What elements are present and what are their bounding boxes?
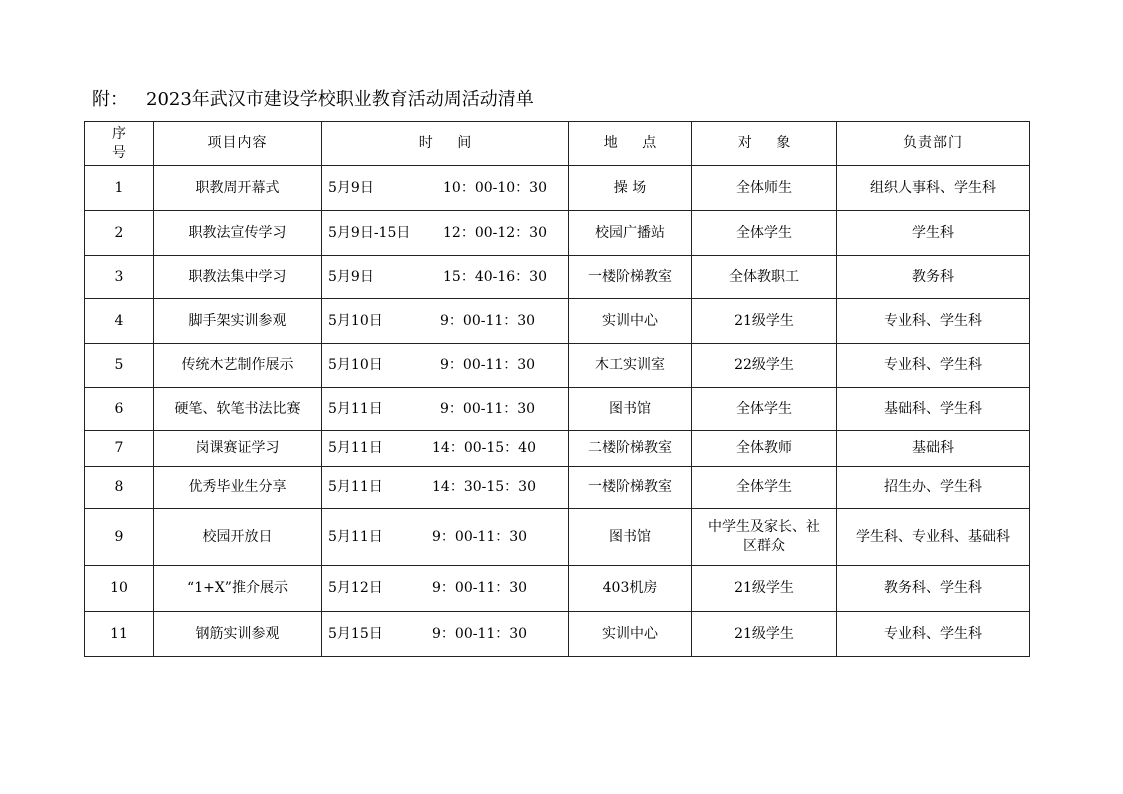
- cell-time-range: 9：00-11：30: [432, 625, 528, 642]
- cell-audience: 全体师生: [692, 166, 837, 211]
- cell-index: 4: [85, 299, 154, 344]
- cell-content: 钢筋实训参观: [154, 612, 322, 657]
- cell-place: 403机房: [569, 566, 692, 612]
- cell-audience: 全体教师: [692, 431, 837, 467]
- cell-audience: 全体教职工: [692, 256, 837, 299]
- cell-time-range: 15：40-16：30: [443, 268, 547, 285]
- table-row: [85, 299, 1030, 344]
- table-header-row: [85, 122, 1030, 166]
- cell-department: 专业科、学生科: [837, 299, 1030, 344]
- cell-audience: 全体学生: [692, 388, 837, 431]
- cell-time-range: 9：00-11：30: [440, 312, 536, 329]
- cell-index: 9: [85, 509, 154, 566]
- cell-index: 2: [85, 211, 154, 256]
- cell-time: [322, 509, 569, 566]
- cell-audience: 21级学生: [692, 612, 837, 657]
- cell-content: 优秀毕业生分享: [154, 467, 322, 509]
- title-prefix: 附：: [92, 89, 128, 110]
- cell-time: [322, 166, 569, 211]
- title-text: 2023年武汉市建设学校职业教育活动周活动清单: [146, 89, 534, 110]
- cell-time: [322, 256, 569, 299]
- cell-index: 7: [85, 431, 154, 467]
- cell-audience: 21级学生: [692, 299, 837, 344]
- table-row: [85, 566, 1030, 612]
- table-row: [85, 344, 1030, 388]
- table-row: [85, 467, 1030, 509]
- cell-time: [322, 388, 569, 431]
- cell-index: 5: [85, 344, 154, 388]
- cell-department: 基础科: [837, 431, 1030, 467]
- cell-department: 专业科、学生科: [837, 612, 1030, 657]
- activity-table: [84, 121, 1030, 657]
- table-row: [85, 431, 1030, 467]
- cell-index: 11: [85, 612, 154, 657]
- cell-audience: 21级学生: [692, 566, 837, 612]
- cell-time-range: 14：30-15：30: [432, 479, 536, 495]
- header-audience: 对 象: [692, 122, 837, 166]
- table-row: [85, 211, 1030, 256]
- cell-audience: 22级学生: [692, 344, 837, 388]
- cell-content: 硬笔、软笔书法比赛: [154, 388, 322, 431]
- cell-place: 实训中心: [569, 612, 692, 657]
- cell-department: 教务科: [837, 256, 1030, 299]
- cell-content: 职教法宣传学习: [154, 211, 322, 256]
- cell-department: 基础科、学生科: [837, 388, 1030, 431]
- cell-date: 5月10日: [328, 357, 383, 373]
- cell-department: 学生科: [837, 211, 1030, 256]
- cell-time-range: 9：00-11：30: [440, 357, 536, 373]
- cell-department: 专业科、学生科: [837, 344, 1030, 388]
- table-row: [85, 509, 1030, 566]
- cell-time: [322, 431, 569, 467]
- cell-time: [322, 299, 569, 344]
- cell-time: [322, 344, 569, 388]
- cell-audience: 全体学生: [692, 211, 837, 256]
- header-time: 时 间: [322, 122, 569, 166]
- cell-time-range: 9：00-11：30: [432, 528, 528, 545]
- table-row: [85, 256, 1030, 299]
- cell-index: 1: [85, 166, 154, 211]
- cell-content: 职教法集中学习: [154, 256, 322, 299]
- cell-date: 5月11日: [328, 440, 383, 456]
- cell-time: [322, 612, 569, 657]
- cell-audience: 全体学生: [692, 467, 837, 509]
- cell-place: 木工实训室: [569, 344, 692, 388]
- header-department: 负责部门: [837, 122, 1030, 166]
- cell-place: 实训中心: [569, 299, 692, 344]
- cell-place: 图书馆: [569, 388, 692, 431]
- cell-content: 校园开放日: [154, 509, 322, 566]
- cell-time: [322, 467, 569, 509]
- cell-index: 3: [85, 256, 154, 299]
- cell-place: 校园广播站: [569, 211, 692, 256]
- cell-date: 5月11日: [328, 479, 383, 495]
- cell-date: 5月11日: [328, 528, 383, 545]
- cell-audience: 中学生及家长、社区群众: [692, 509, 837, 566]
- cell-content: 职教周开幕式: [154, 166, 322, 211]
- cell-place: 一楼阶梯教室: [569, 256, 692, 299]
- cell-date: 5月15日: [328, 625, 383, 642]
- cell-place: 一楼阶梯教室: [569, 467, 692, 509]
- cell-content: 传统木艺制作展示: [154, 344, 322, 388]
- cell-date: 5月9日: [328, 268, 374, 285]
- cell-content: 脚手架实训参观: [154, 299, 322, 344]
- cell-time-range: 9：00-11：30: [440, 400, 536, 417]
- header-content: 项目内容: [154, 122, 322, 166]
- cell-index: 10: [85, 566, 154, 612]
- cell-department: 招生办、学生科: [837, 467, 1030, 509]
- cell-time-range: 10：00-10：30: [443, 179, 547, 196]
- cell-department: 组织人事科、学生科: [837, 166, 1030, 211]
- cell-date: 5月10日: [328, 312, 383, 329]
- cell-date: 5月9日: [328, 179, 374, 196]
- cell-department: 教务科、学生科: [837, 566, 1030, 612]
- cell-index: 8: [85, 467, 154, 509]
- cell-department: 学生科、专业科、基础科: [837, 509, 1030, 566]
- cell-place: 二楼阶梯教室: [569, 431, 692, 467]
- table-row: [85, 612, 1030, 657]
- cell-content: 岗课赛证学习: [154, 431, 322, 467]
- page-title: [92, 88, 534, 112]
- cell-content: “1+X”推介展示: [154, 566, 322, 612]
- cell-place: 图书馆: [569, 509, 692, 566]
- cell-place: 操 场: [569, 166, 692, 211]
- cell-index: 6: [85, 388, 154, 431]
- cell-time-range: 12：00-12：30: [443, 224, 547, 241]
- header-index: 序 号: [85, 122, 154, 166]
- cell-time: [322, 566, 569, 612]
- cell-time-range: 9：00-11：30: [432, 580, 528, 596]
- cell-time: [322, 211, 569, 256]
- cell-date: 5月9日-15日: [328, 224, 411, 241]
- header-place: 地 点: [569, 122, 692, 166]
- table-row: [85, 166, 1030, 211]
- cell-date: 5月12日: [328, 580, 383, 596]
- cell-date: 5月11日: [328, 400, 383, 417]
- cell-time-range: 14：00-15：40: [432, 440, 536, 456]
- table-row: [85, 388, 1030, 431]
